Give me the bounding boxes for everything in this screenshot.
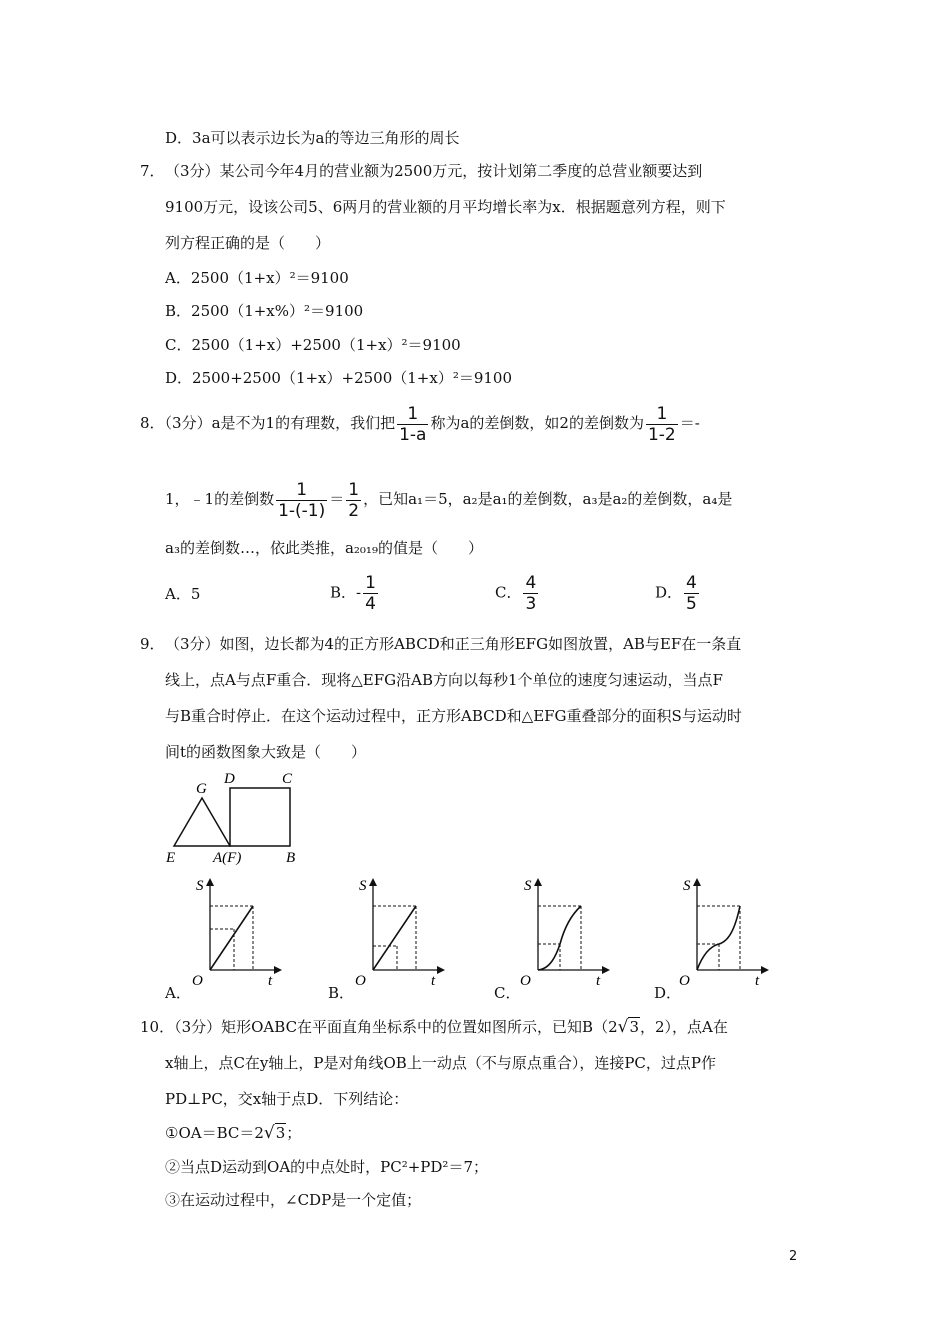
q7-line2: 9100万元，设该公司5、6两月的营业额的月平均增长率为x．根据题意列方程，则下 (165, 198, 726, 216)
s-label: S (683, 878, 691, 894)
q8-text-2c: ，已知a₁＝5，a₂是a₁的差倒数，a₃是a₂的差倒数，a₄是 (363, 490, 733, 508)
q8-line3: a₃的差倒数…，依此类推，a₂₀₁₉的值是（ ） (165, 539, 483, 557)
label-e: E (166, 850, 176, 866)
x-arrow-icon (274, 966, 282, 974)
q9-graph-c (518, 874, 618, 992)
q10-text-1a: （3分）矩形OABC在平面直角坐标系中的位置如图所示，已知B（2 (174, 1018, 618, 1036)
o-label: O (679, 973, 690, 989)
q10-c1-text-b: ； (286, 1124, 302, 1142)
q8-frac1-den: 1-a (399, 424, 427, 445)
label-af: A(F) (213, 850, 242, 866)
y-arrow-icon (369, 878, 377, 886)
q8-text-1c: ＝- (679, 414, 700, 432)
q10-line3: PD⊥PC，交x轴于点D．下列结论： (165, 1090, 409, 1108)
o-label: O (520, 973, 531, 989)
q8-option-d-num: 4 (686, 573, 697, 593)
t-label: t (268, 973, 273, 989)
q8-number: 8． (140, 414, 165, 432)
q10-sqrt: 3 (629, 1018, 640, 1036)
s-label: S (196, 878, 204, 894)
q8-frac4-num: 1 (348, 479, 360, 500)
x-arrow-icon (602, 966, 610, 974)
o-label: O (192, 973, 203, 989)
s-label: S (359, 878, 367, 894)
q8-option-b-den: 4 (365, 594, 376, 614)
q8-option-c (495, 573, 540, 614)
q10-line1 (140, 1016, 728, 1038)
q8-option-c-fraction (523, 573, 538, 614)
q8-fraction-1 (397, 404, 428, 445)
q10-c1-text-a: ①OA＝BC＝2 (165, 1124, 264, 1142)
q8-option-b-fraction (363, 573, 378, 614)
x-arrow-icon (437, 966, 445, 974)
q8-frac1-num: 1 (397, 404, 428, 425)
q10-conclusion-1 (165, 1122, 301, 1144)
q8-text-2b: ＝ (329, 490, 345, 508)
square-abcd (230, 788, 290, 846)
q8-line1 (140, 401, 700, 445)
q8-frac2-num: 1 (646, 404, 678, 425)
q8-fraction-2 (646, 404, 678, 445)
q10-c1-sqrt: 3 (275, 1124, 286, 1142)
q9-graph-d (677, 874, 777, 992)
q10-conclusion-3: ③在运动过程中，∠CDP是一个定值； (165, 1191, 422, 1209)
q6-option-d: D．3a可以表示边长为a的等边三角形的周长 (165, 129, 460, 147)
q9-choice-a-label: A． (165, 984, 191, 1002)
q9-graph-a (190, 874, 290, 992)
x-arrow-icon (761, 966, 769, 974)
q9-choice-d-label: D． (654, 984, 682, 1002)
q7-line1: （3分）某公司今年4月的营业额为2500万元，按计划第二季度的总营业额要达到 (165, 162, 703, 180)
y-arrow-icon (693, 878, 701, 886)
sqrt-icon: √ (617, 1017, 629, 1037)
q8-option-b-num: 1 (365, 573, 376, 593)
t-label: t (431, 973, 436, 989)
t-label: t (596, 973, 601, 989)
q9-choice-b-label: B． (328, 984, 355, 1002)
s-label: S (524, 878, 532, 894)
q10-line2: x轴上，点C在y轴上，P是对角线OB上一动点（不与原点重合），连接PC，过点P作 (165, 1054, 716, 1072)
triangle-efg (174, 798, 230, 846)
q8-option-c-prefix: C． (495, 583, 522, 602)
label-g: G (196, 781, 207, 797)
label-c: C (282, 771, 293, 787)
t-label: t (755, 973, 760, 989)
sqrt-icon: √ (263, 1123, 275, 1143)
q10-text-1b: ，2），点A在 (640, 1018, 728, 1036)
y-arrow-icon (206, 878, 214, 886)
curve-a (210, 906, 253, 970)
q10-conclusion-2: ②当点D运动到OA的中点处时，PC²+PD²＝7； (165, 1158, 488, 1176)
q8-option-d-den: 5 (686, 594, 697, 614)
q9-line4: 间t的函数图象大致是（ ） (165, 743, 367, 761)
label-b: B (286, 850, 296, 866)
q7-option-a: A．2500（1+x）²＝9100 (165, 269, 349, 287)
q8-option-d-prefix: D． (655, 583, 683, 602)
q8-option-d-fraction (684, 573, 699, 614)
q8-fraction-4 (346, 480, 361, 521)
q7-line3: 列方程正确的是（ ） (165, 234, 331, 252)
q8-frac4-den: 2 (348, 500, 360, 521)
label-d: D (224, 771, 235, 787)
q8-option-c-den: 3 (525, 594, 537, 614)
q7-option-b: B．2500（1+x%）²＝9100 (165, 302, 364, 320)
q8-option-b (330, 573, 380, 614)
q7-option-c: C．2500（1+x）+2500（1+x）²＝9100 (165, 336, 461, 354)
page-number: 2 (789, 1249, 798, 1264)
q8-frac2-den: 1-2 (647, 424, 676, 445)
q8-line2 (165, 477, 732, 521)
q8-option-c-num: 4 (525, 573, 537, 593)
q10-number: 10． (140, 1018, 175, 1036)
q8-option-b-prefix: B．- (330, 583, 362, 602)
q7-option-d: D．2500+2500（1+x）+2500（1+x）²＝9100 (165, 369, 513, 387)
o-label: O (355, 973, 366, 989)
q7-number: 7． (140, 162, 165, 180)
q9-number: 9． (140, 635, 165, 653)
q8-text-1b: 称为a的差倒数，如2的差倒数为 (430, 414, 644, 432)
q8-text-2a: 1，﹣1的差倒数 (165, 490, 275, 508)
q9-figure (160, 766, 320, 866)
q9-line2: 线上，点A与点F重合．现将△EFG沿AB方向以每秒1个单位的速度匀速运动，当点F (165, 671, 723, 689)
q8-option-a: A．5 (165, 585, 201, 603)
q9-choice-c-label: C． (494, 984, 521, 1002)
y-arrow-icon (534, 878, 542, 886)
q8-frac3-num: 1 (276, 480, 327, 501)
q8-text-1a: （3分）a是不为1的有理数，我们把 (164, 414, 396, 432)
q9-line3: 与B重合时停止．在这个运动过程中，正方形ABCD和△EFG重叠部分的面积S与运动时 (165, 707, 742, 725)
q9-line1: （3分）如图，边长都为4的正方形ABCD和正三角形EFG如图放置，AB与EF在一条直 (165, 635, 742, 653)
q8-fraction-3 (276, 480, 327, 521)
q8-option-d (655, 573, 701, 614)
q8-frac3-den: 1-(-1) (278, 500, 326, 521)
curve-b (373, 906, 416, 970)
q9-graph-b (353, 874, 453, 992)
